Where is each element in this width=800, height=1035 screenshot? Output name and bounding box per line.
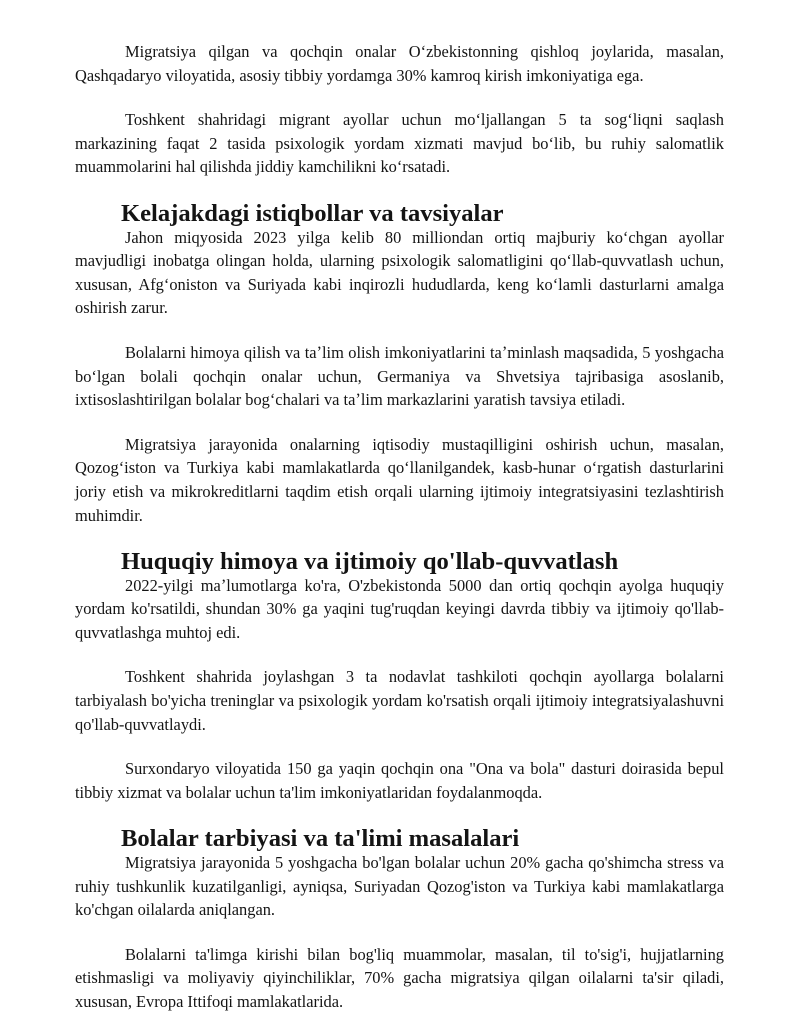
- paragraph-education-barriers: Bolalarni ta'limga kirishi bilan bog'liq muammolar, masalan, til to'sig'i, hujjatlarning etishmasligi va moliyaviy qiyinchiliklar, 70% gacha migratsiya qilgan oilalarni ta'sir qiladi, xususan, Evropa Ittifoqi mamlakatlarida.: [75, 944, 724, 1011]
- paragraph-legal-aid-2022: 2022-yilgi maʼlumotlarga ko'ra, O'zbekistonda 5000 dan ortiq qochqin ayolga huquqiy yordam ko'rsatildi, shundan 30% ga yaqini tug'ruqdan keyingi davrda tibbiy va ijtimoiy qo'llab-quvvatlashga muhtoj edi.: [75, 575, 724, 642]
- section-heading-prospects: Kelajakdagi istiqbollar va tavsiyalar: [121, 199, 504, 227]
- paragraph-surxondaryo-program: Surxondaryo viloyatida 150 ga yaqin qochqin ona "Ona va bola" dasturi doirasida bepul tibbiy xizmat va bolalar uchun ta'lim imkoniyatlaridan foydalanmoqda.: [75, 759, 724, 802]
- paragraph-child-protection: Bolalarni himoya qilish va taʼlim olish imkoniyatlarini taʼminlash maqsadida, 5 yoshgacha boʻlgan bolali qochqin onalar uchun, Germaniya va Shvetsiya tajribasiga asoslanib, ixtisoslashtirilgan bolalar bogʻchalari va taʼlim markazlarini yaratish tavsiya etiladi.: [75, 342, 724, 410]
- paragraph-child-stress: Migratsiya jarayonida 5 yoshgacha bo'lgan bolalar uchun 20% gacha qo'shimcha stress va ruhiy tushkunlik kuzatilganligi, ayniqsa, Suriyadan Qozog'iston va Turkiya kabi mamlakatlarga ko'chgan oilalarda aniqlangan.: [75, 853, 724, 920]
- paragraph-economic-independence: Migratsiya jarayonida onalarning iqtisodiy mustaqilligini oshirish uchun, masalan, Qozogʻiston va Turkiya kabi mamlakatlarda qoʻllanilgandek, kasb-hunar oʻrgatish dasturlarini joriy etish va mikrokreditlarni taqdim etish orqali ularning ijtimoiy integratsiyasini tezlashtirish muhimdir.: [75, 434, 724, 525]
- section-heading-child-education: Bolalar tarbiyasi va ta'limi masalalari: [121, 825, 520, 853]
- paragraph-ngo-tashkent: Toshkent shahrida joylashgan 3 ta nodavlat tashkiloti qochqin ayollarga bolalarni tarbiyalash bo'yicha treninglar va psixologik yordam ko'rsatish orqali ijtimoiy integratsiyalashuvni qo'llab-quvvatlaydi.: [75, 667, 724, 734]
- paragraph-tashkent-centers: Toshkent shahridagi migrant ayollar uchun moʻljallangan 5 ta sogʻliqni saqlash markazining faqat 2 tasida psixologik yordam xizmati mavjud boʻlib, bu ruhiy salomatlik muammolarini hal qilishda jiddiy kamchilikni koʻrsatadi.: [75, 110, 724, 177]
- paragraph-global-displaced: Jahon miqyosida 2023 yilga kelib 80 milliondan ortiq majburiy koʻchgan ayollar mavjudligi inobatga olingan holda, ularning psixologik salomatligini qoʻllab-quvvatlash uchun, xususan, Afgʻoniston va Suriyada kabi inqirozli hududlarda, keng koʻlamli dasturlarni amalga oshirish zarur.: [75, 227, 724, 318]
- paragraph-rural-access: Migratsiya qilgan va qochqin onalar Oʻzbekistonning qishloq joylarida, masalan, Qashqadaryo viloyatida, asosiy tibbiy yordamga 30% kamroq kirish imkoniyatiga ega.: [75, 42, 724, 85]
- section-heading-legal-protection: Huquqiy himoya va ijtimoiy qo'llab-quvvatlash: [121, 548, 619, 576]
